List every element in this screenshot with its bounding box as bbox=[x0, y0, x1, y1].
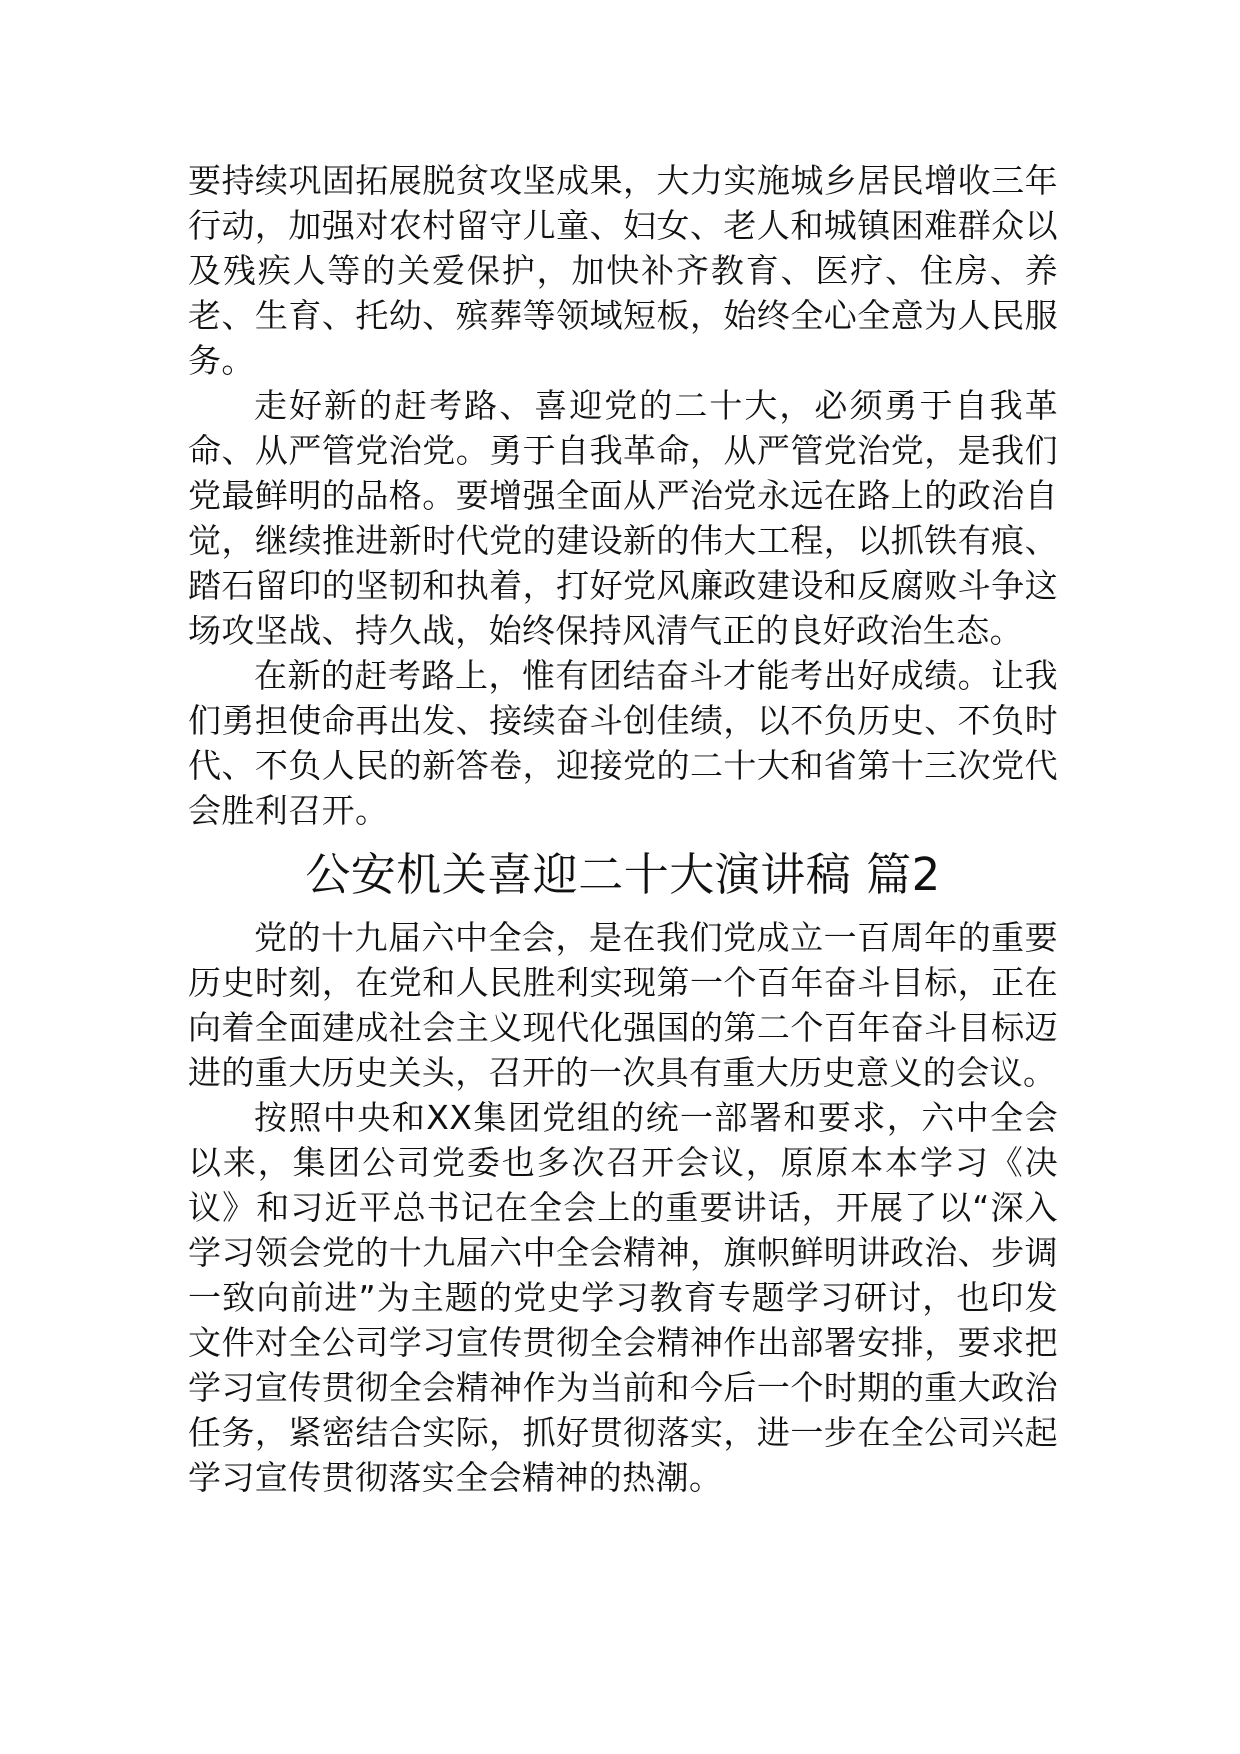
section-title: 公安机关喜迎二十大演讲稿 篇2 bbox=[305, 848, 941, 901]
paragraph: 按照中央和XX集团党组的统一部署和要求，六中全会以来，集团公司党委也多次召开会议，原原本本学习《决议》和习近平总书记在全会上的重要讲话，开展了以“深入学习领会党的十九届六中全会精神，旗帜鲜明讲政治、步调一致向前进”为主题的党史学习教育专题学习研讨，也印发文件对全公司学习宣传贯彻全会精神作出部署安排，要求把学习宣传贯彻全会精神作为当前和今后一个时期的重大政治任务，紧密结合实际，抓好贯彻落实，进一步在全公司兴起学习宣传贯彻落实全会精神的热潮。 bbox=[188, 1098, 1058, 1497]
paragraph: 走好新的赶考路、喜迎党的二十大，必须勇于自我革命、从严管党治党。勇于自我革命，从严管党治党，是我们党最鲜明的品格。要增强全面从严治党永远在路上的政治自觉，继续推进新时代党的建设新的伟大工程，以抓铁有痕、踏石留印的坚韧和执着，打好党风廉政建设和反腐败斗争这场攻坚战、持久战，始终保持风清气正的良好政治生态。 bbox=[188, 386, 1058, 650]
paragraph: 党的十九届六中全会，是在我们党成立一百周年的重要历史时刻，在党和人民胜利实现第一个百年奋斗目标，正在向着全面建成社会主义现代化强国的第二个百年奋斗目标迈进的重大历史关头，召开的一次具有重大历史意义的会议。 bbox=[188, 918, 1058, 1092]
paragraph: 在新的赶考路上，惟有团结奋斗才能考出好成绩。让我们勇担使命再出发、接续奋斗创佳绩，以不负历史、不负时代、不负人民的新答卷，迎接党的二十大和省第十三次党代会胜利召开。 bbox=[188, 656, 1058, 830]
document-body bbox=[188, 158, 1058, 1500]
paragraph-continuation: 要持续巩固拓展脱贫攻坚成果，大力实施城乡居民增收三年行动，加强对农村留守儿童、妇女、老人和城镇困难群众以及残疾人等的关爱保护，加快补齐教育、医疗、住房、养老、生育、托幼、殡葬等领域短板，始终全心全意为人民服务。 bbox=[188, 161, 1058, 380]
